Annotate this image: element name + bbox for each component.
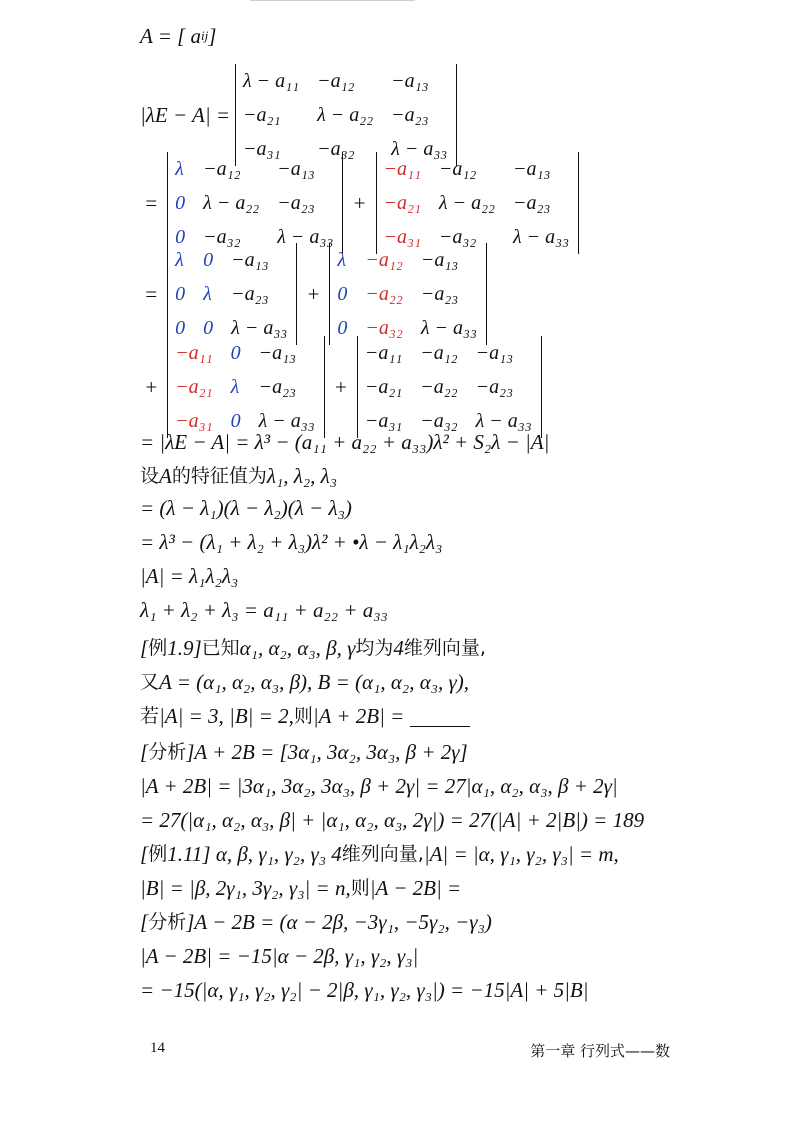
ex19-all: 均为 xyxy=(355,637,394,659)
factor-text: = (λ − λ₁)(λ − λ₂)(λ − λ₃) xyxy=(140,496,352,520)
given-dets: |A| = 3, |B| = 2, xyxy=(159,704,294,728)
solution-text-4: = −15(|α, γ₁, γ₂, γ₂| − 2|β, γ₁, γ₂, γ₃|) = −15|A| + 5|B| xyxy=(140,978,589,1002)
example-1-11 xyxy=(140,840,619,868)
det-b-text: |B| = |β, 2γ₁, 3γ₂, γ₃| = n, xyxy=(140,876,351,900)
ex19-vectors: α₁, α₂, α₃, β, γ xyxy=(239,636,356,660)
plus-sign: + xyxy=(144,375,159,399)
chapter-title: 第一章 行列式——数 xyxy=(530,1042,670,1060)
det3b-cell: λ xyxy=(337,249,347,271)
det3a-cell: 0 xyxy=(203,249,214,271)
determinant-2b xyxy=(373,152,583,254)
ex19-dim: 4 xyxy=(393,636,404,660)
det4b-cell: −a₃₂ xyxy=(420,410,458,432)
solution-text-3: |A − 2B| = −15|α − 2β, γ₁, γ₂, γ₃| xyxy=(140,944,419,968)
det2b-row xyxy=(380,186,576,220)
ex19-col-vectors: 维列向量, xyxy=(403,637,486,659)
det3a-cell: λ − a₃₃ xyxy=(231,317,288,339)
det4a-cell: −a₂₃ xyxy=(258,376,296,398)
det1-cell: −a₃₂ xyxy=(317,138,355,160)
det2b-cell: λ − a₃₃ xyxy=(512,226,570,248)
determinant-3a xyxy=(164,243,300,345)
expand-text: = λ³ − (λ₁ + λ₂ + λ₃)λ² + •λ − λ₁λ₂λ₃ xyxy=(140,530,443,554)
det4a-cell: λ − a₃₃ xyxy=(258,410,315,432)
determinant-2a xyxy=(164,152,346,254)
ex19-bracket: [ xyxy=(140,636,149,660)
determinant-4a xyxy=(164,336,327,438)
det4b-cell: −a₂₂ xyxy=(420,376,458,398)
expansion-line-2 xyxy=(140,243,492,345)
solution-text-2: = 27(|α₁, α₂, α₃, β| + |α₁, α₂, α₃, 2γ|) = 27(|A| + 2|B|) = 189 xyxy=(140,808,645,832)
analysis-1-11 xyxy=(140,908,492,936)
det2a-cell: −a₃₂ xyxy=(203,226,241,248)
det1-cell: λ − a₁₁ xyxy=(243,70,300,92)
ex19-label: 例 xyxy=(148,637,168,659)
det2b-cell: −a₁₃ xyxy=(512,158,551,180)
det1-row xyxy=(239,64,453,98)
det2b-row xyxy=(380,152,576,186)
det3b-row xyxy=(333,277,482,311)
det1-cell: −a₁₃ xyxy=(391,70,429,92)
det3a-row xyxy=(171,243,293,277)
ex111-det-a: |A| = |α, γ₁, γ₂, γ₃| = m, xyxy=(423,842,619,866)
det4a-row xyxy=(171,370,320,404)
matrix-def-sub: ij xyxy=(201,28,209,43)
example-1-11-question xyxy=(140,874,461,902)
det4a-row xyxy=(171,336,320,370)
det2a-cell: −a₂₃ xyxy=(277,192,315,214)
det2b-cell: −a₁₂ xyxy=(438,158,477,180)
det2a-cell: λ − a₂₂ xyxy=(203,192,260,214)
det4b-cell: −a₁₁ xyxy=(364,342,403,364)
det2b-cell: −a₃₂ xyxy=(438,226,477,248)
analysis-bracket-2: [ xyxy=(140,910,149,934)
det2a-cell: λ − a₃₃ xyxy=(277,226,334,248)
det4a-cell: λ xyxy=(230,376,240,398)
ab-def-text: A = (α₁, α₂, α₃, β), B = (α₁, α₂, α₃, γ), xyxy=(159,670,470,694)
equals-sign: = xyxy=(144,191,159,215)
det2b-cell: −a₁₁ xyxy=(383,158,421,180)
det3b-cell: λ − a₃₃ xyxy=(420,317,477,339)
solution-line-3 xyxy=(140,942,418,970)
det2b-cell: −a₂₁ xyxy=(383,192,421,214)
matrix-def-end: ] xyxy=(208,24,217,48)
solution-line-4 xyxy=(140,976,589,1004)
det3b-row xyxy=(333,243,482,277)
trace-line xyxy=(140,596,388,624)
det-product-text: |A| = λ₁λ₂λ₃ xyxy=(140,564,239,588)
plus-sign: + xyxy=(333,375,348,399)
det2a-cell: λ xyxy=(175,158,184,180)
det3a-cell: 0 xyxy=(175,317,186,339)
solution-line-2 xyxy=(140,806,644,834)
plus-sign: + xyxy=(352,191,367,215)
example-1-9-def xyxy=(140,668,469,696)
det3a-cell: −a₁₃ xyxy=(231,249,269,271)
then-text-2: 则 xyxy=(350,877,370,899)
eigen-text-4: λ₁, λ₂, λ₃ xyxy=(266,464,338,488)
char-poly-result xyxy=(140,428,549,456)
ex111-bracket: [ xyxy=(140,842,149,866)
det1-cell: −a₂₃ xyxy=(391,104,429,126)
analysis-bracket: [ xyxy=(140,740,149,764)
factor-line xyxy=(140,494,352,522)
eigen-text-1: 设 xyxy=(140,465,160,487)
if-text: 若 xyxy=(140,705,160,727)
det1-row xyxy=(239,98,453,132)
det4a-cell: 0 xyxy=(230,342,241,364)
det4a-cell: −a₁₁ xyxy=(175,342,213,364)
ex111-col-vectors: 维列向量, xyxy=(341,843,424,865)
analysis-label: 分析 xyxy=(148,741,187,763)
det1-cell: −a₂₁ xyxy=(243,104,281,126)
det3a-cell: λ xyxy=(203,283,212,305)
det3b-cell: 0 xyxy=(337,317,348,339)
det3b-cell: −a₂₂ xyxy=(365,283,403,305)
det3b-cell: −a₁₂ xyxy=(365,249,403,271)
det2a-row xyxy=(171,152,339,186)
det3a-cell: 0 xyxy=(203,317,214,339)
det4b-cell: −a₃₁ xyxy=(364,410,403,432)
char-poly-line xyxy=(140,64,462,166)
analysis-label-2: 分析 xyxy=(148,911,187,933)
det2a-cell: −a₁₃ xyxy=(277,158,315,180)
determinant-3b xyxy=(326,243,489,345)
plus-sign: + xyxy=(306,282,321,306)
det-product-line xyxy=(140,562,238,590)
det2b-cell: −a₃₁ xyxy=(383,226,421,248)
det2a-cell: 0 xyxy=(175,192,186,214)
ex111-label: 例 xyxy=(148,843,168,865)
det1-cell: λ − a₂₂ xyxy=(317,104,374,126)
det4b-cell: −a₂₁ xyxy=(364,376,403,398)
det2b-cell: λ − a₂₂ xyxy=(438,192,495,214)
det1-cell: −a₃₁ xyxy=(243,138,281,160)
det3a-cell: −a₂₃ xyxy=(231,283,269,305)
also-text: 又 xyxy=(140,671,160,693)
answer-blank xyxy=(410,706,470,727)
det4a-cell: −a₃₁ xyxy=(175,410,213,432)
det4b-cell: λ − a₃₃ xyxy=(475,410,532,432)
det4b-cell: −a₁₂ xyxy=(420,342,458,364)
eigenvalue-line xyxy=(140,462,337,490)
det4a-cell: −a₁₃ xyxy=(258,342,296,364)
analysis-text: ]A + 2B = [3α₁, 3α₂, 3α₃, β + 2γ] xyxy=(186,740,468,764)
det3b-cell: −a₂₃ xyxy=(420,283,459,305)
eigen-text-2: A xyxy=(159,464,172,488)
det4a-cell: 0 xyxy=(230,410,241,432)
char-poly-result-text: = |λE − A| = λ³ − (a₁₁ + a₂₂ + a₃₃)λ² + S₂λ − |A| xyxy=(140,430,550,454)
determinant-4b xyxy=(354,336,545,438)
determinant-1 xyxy=(232,64,460,166)
question-text-2: |A − 2B| = xyxy=(369,876,462,900)
matrix-definition xyxy=(140,22,216,50)
det3b-cell: −a₃₂ xyxy=(365,317,403,339)
det3a-row xyxy=(171,277,293,311)
expand-line xyxy=(140,528,442,556)
solution-text-1: |A + 2B| = |3α₁, 3α₂, 3α₃, β + 2γ| = 27|α₁, α₂, α₃, β + 2γ| xyxy=(140,774,618,798)
expansion-line-3 xyxy=(140,336,547,438)
det3a-cell: λ xyxy=(175,249,184,271)
page-footer xyxy=(150,1040,670,1061)
eigen-text-3: 的特征值为 xyxy=(171,465,267,487)
det4b-row xyxy=(361,336,538,370)
det2a-row xyxy=(171,186,339,220)
det2a-cell: 0 xyxy=(175,226,186,248)
det4a-cell: −a₂₁ xyxy=(175,376,213,398)
analysis-text-2: ]A − 2B = (α − 2β, −3γ₁, −5γ₂, −γ₃) xyxy=(186,910,492,934)
example-1-9 xyxy=(140,634,486,662)
det2b-cell: −a₂₃ xyxy=(512,192,551,214)
det3a-cell: 0 xyxy=(175,283,186,305)
page-number: 14 xyxy=(150,1040,165,1056)
det1-cell: λ − a₃₃ xyxy=(391,138,448,160)
then-text: 则 xyxy=(293,705,313,727)
det3b-cell: 0 xyxy=(337,283,348,305)
expansion-line-1 xyxy=(140,152,584,254)
example-1-9-question xyxy=(140,702,470,730)
det4b-cell: −a₁₃ xyxy=(475,342,514,364)
ex19-number: 1.9] xyxy=(167,636,202,660)
solution-line-1 xyxy=(140,772,618,800)
question-text: |A + 2B| = xyxy=(312,704,405,728)
matrix-def-text: A = [ a xyxy=(140,24,202,48)
det3b-cell: −a₁₃ xyxy=(420,249,459,271)
det4b-row xyxy=(361,370,538,404)
det1-cell: −a₁₂ xyxy=(317,70,355,92)
det4b-cell: −a₂₃ xyxy=(475,376,514,398)
analysis-1-9 xyxy=(140,738,468,766)
equals-sign: = xyxy=(144,282,159,306)
det2a-cell: −a₁₂ xyxy=(203,158,241,180)
trace-text: λ₁ + λ₂ + λ₃ = a₁₁ + a₂₂ + a₃₃ xyxy=(140,598,388,622)
char-poly-lhs: |λE − A| = xyxy=(140,103,231,127)
ex19-known: 已知 xyxy=(201,637,240,659)
ex111-vectors: 1.11] α, β, γ₁, γ₂, γ₃ 4 xyxy=(167,842,342,866)
